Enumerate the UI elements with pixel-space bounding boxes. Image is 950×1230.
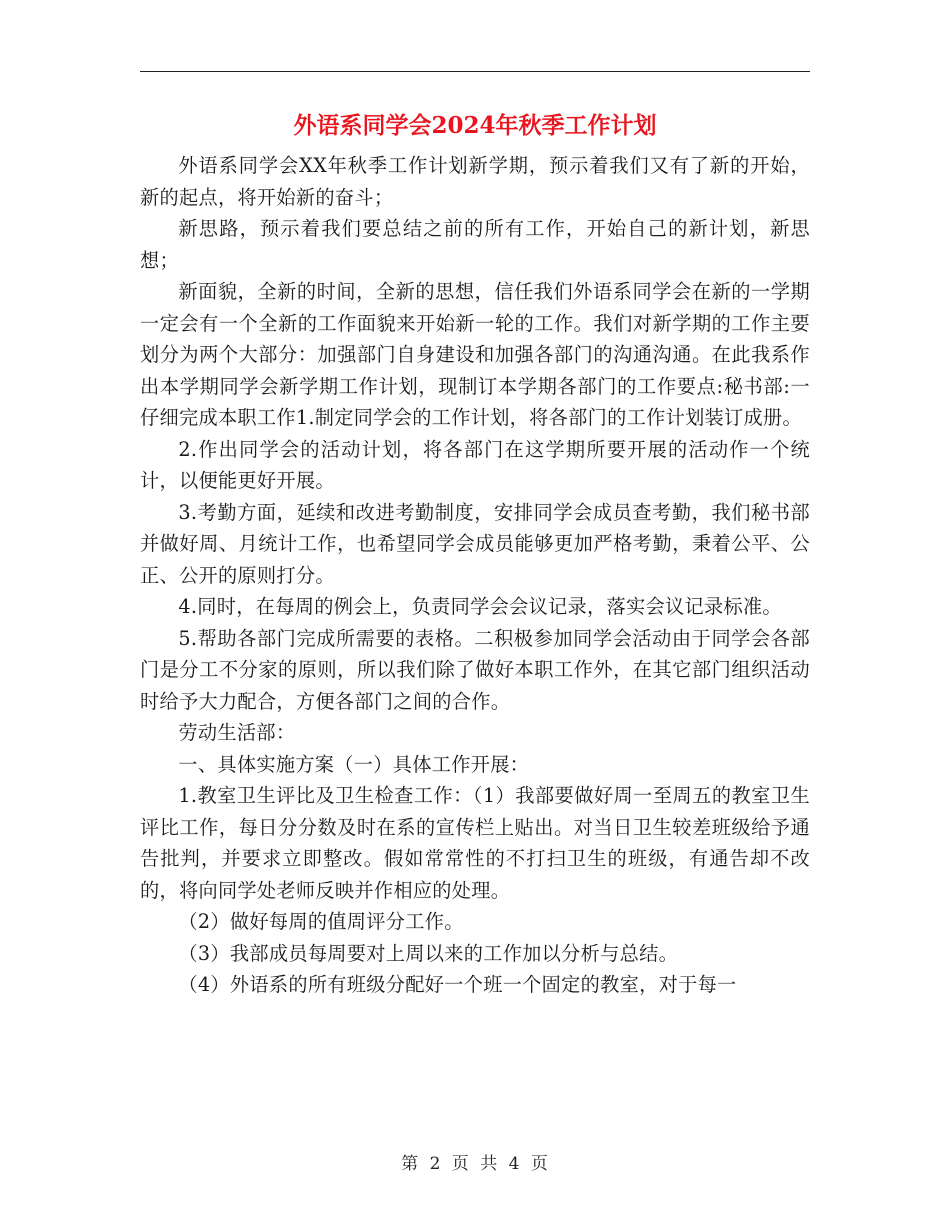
page-footer: 第 2 页 共 4 页 [401, 1154, 549, 1174]
paragraph: 2.作出同学会的活动计划，将各部门在这学期所要开展的活动作一个统计，以便能更好开展。 [140, 437, 810, 492]
document-body [140, 150, 810, 1001]
document-title: 外语系同学会2024年秋季工作计划 [293, 112, 657, 139]
paragraph: 1.教室卫生评比及卫生检查工作：（1）我部要做好周一至周五的教室卫生评比工作，每日分分数及时在系的宣传栏上贴出。对当日卫生较差班级给予通告批判，并要求立即整改。假如常常性的不打扫卫生的班级，有通告却不改的，将向同学处老师反映并作相应的处理。 [140, 784, 810, 902]
paragraph: （2）做好每周的值周评分工作。 [178, 910, 464, 933]
paragraph: 3.考勤方面，延续和改进考勤制度，安排同学会成员查考勤，我们秘书部并做好周、月统计工作，也希望同学会成员能够更加严格考勤，秉着公平、公正、公开的原则打分。 [140, 500, 810, 587]
header-rule [140, 71, 810, 72]
paragraph: 4.同时，在每周的例会上，负责同学会会议记录，落实会议记录标准。 [178, 595, 782, 618]
paragraph: 5.帮助各部门完成所需要的表格。二积极参加同学会活动由于同学会各部门是分工不分家的原则，所以我们除了做好本职工作外，在其它部门组织活动时给予大力配合，方便各部门之间的合作。 [140, 626, 810, 713]
paragraph: 外语系同学会XX年秋季工作计划新学期，预示着我们又有了新的开始，新的起点，将开始新的奋斗； [140, 154, 810, 209]
paragraph: 劳动生活部： [178, 721, 296, 744]
paragraph: （4）外语系的所有班级分配好一个班一个固定的教室，对于每一 [178, 973, 737, 996]
paragraph: （3）我部成员每周要对上周以来的工作加以分析与总结。 [178, 941, 679, 965]
paragraph: 一、具体实施方案（一）具体工作开展： [178, 752, 530, 776]
paragraph: 新面貌，全新的时间，全新的思想，信任我们外语系同学会在新的一学期一定会有一个全新的工作面貌来开始新一轮的工作。我们对新学期的工作主要划分为两个大部分：加强部门自身建设和加强各部门的沟通沟通。在此我系作出本学期同学会新学期工作计划，现制订本学期各部门的工作要点:秘书部:一 仔细完成本职工作1.制定同学会的工作计划，将各部门的工作计划装订成册。 [140, 280, 810, 429]
paragraph: 新思路，预示着我们要总结之前的所有工作，开始自己的新计划，新思想； [140, 217, 810, 272]
